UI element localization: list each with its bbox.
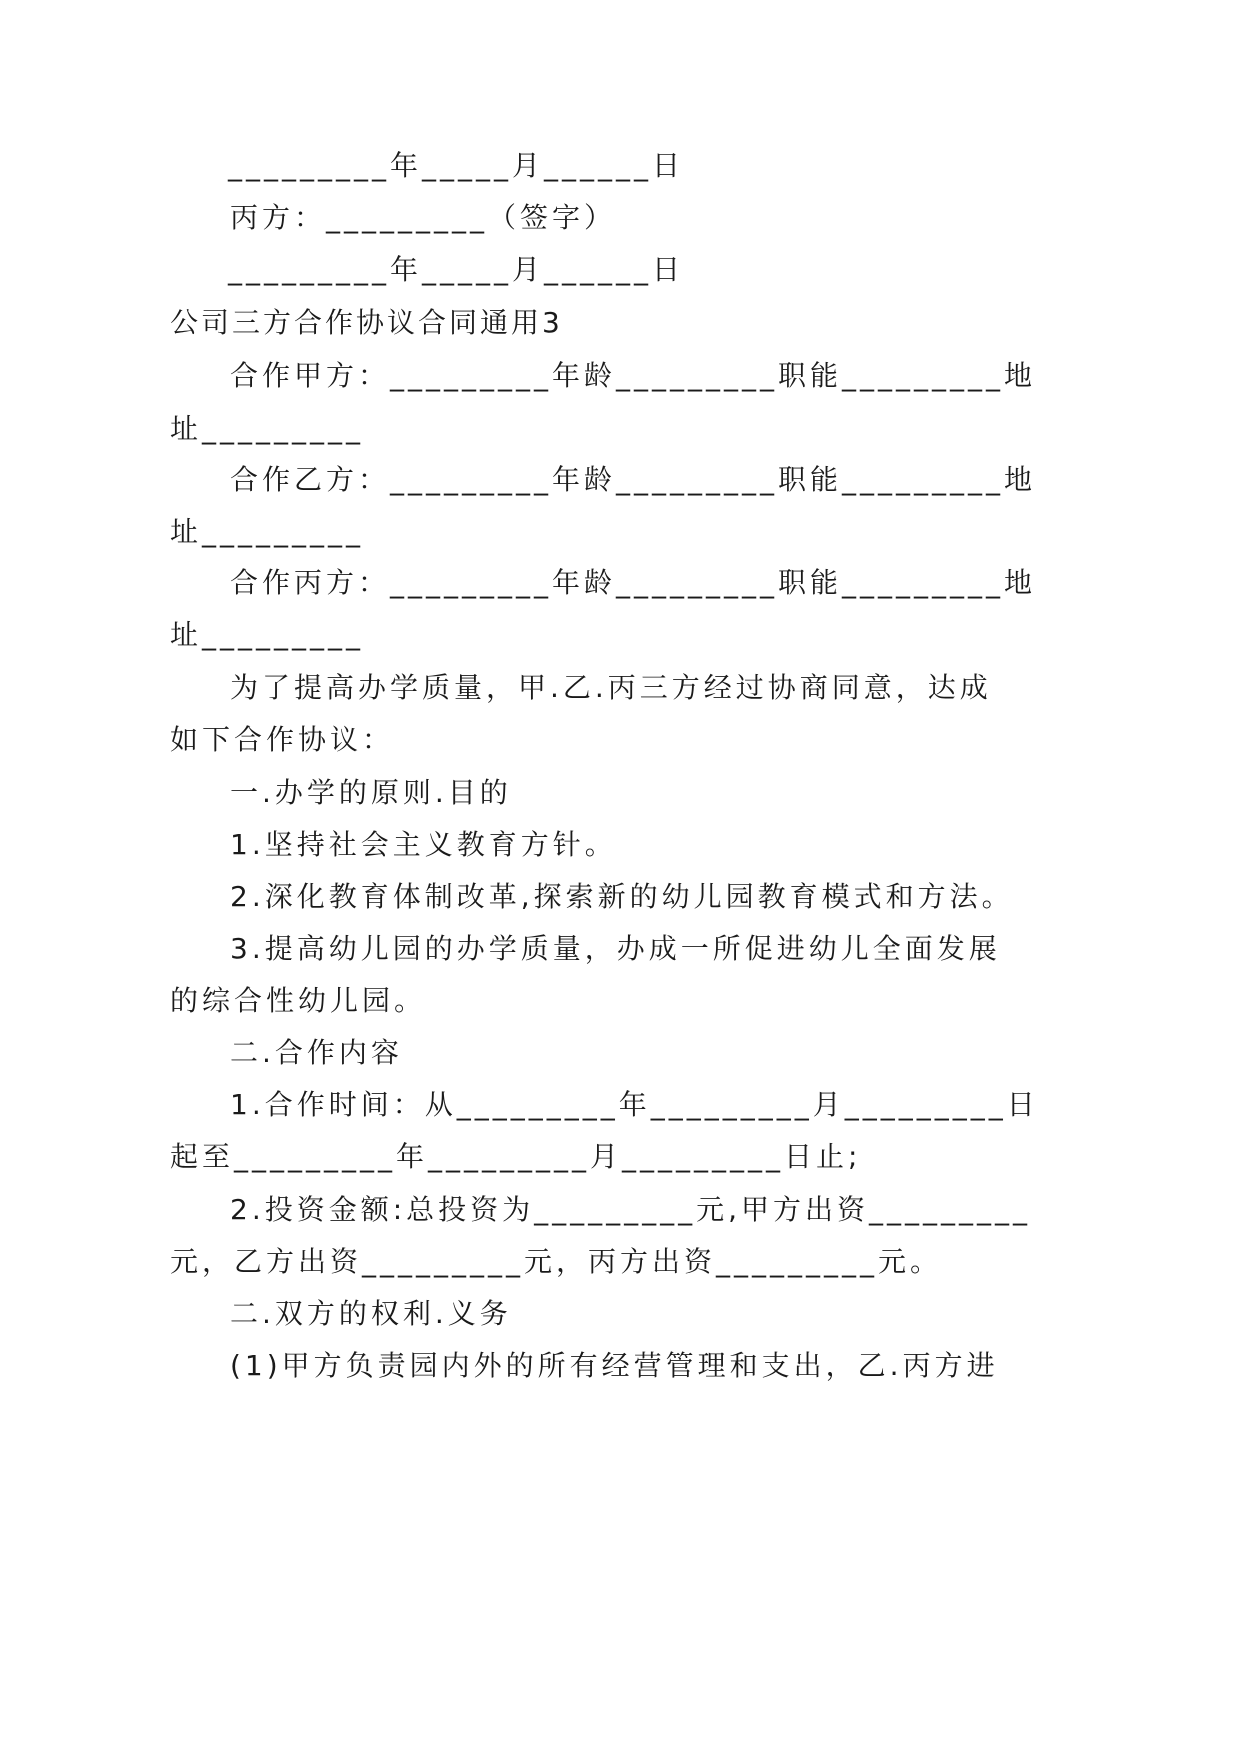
cooperation-time-line-2: 起至_________年_________月_________日止; [170, 1140, 862, 1173]
party-c-signature-line: 丙方：_________（签字） [230, 201, 617, 234]
party-c-address-line: 址_________ [170, 618, 365, 651]
principle-item-3-line-1: 3.提高幼儿园的办学质量，办成一所促进幼儿全面发展 [230, 932, 1001, 965]
investment-line-2: 元，乙方出资_________元，丙方出资_________元。 [170, 1245, 943, 1278]
intro-paragraph-line-2: 如下合作协议： [170, 723, 395, 756]
section-title: 公司三方合作协议合同通用3 [170, 306, 563, 339]
heading-rights-obligations: 二.双方的权利.义务 [230, 1297, 512, 1330]
intro-paragraph-line-1: 为了提高办学质量，甲.乙.丙三方经过协商同意，达成 [230, 671, 992, 704]
party-a-address-line: 址_________ [170, 412, 365, 445]
investment-line-1: 2.投资金额:总投资为_________元,甲方出资_________ [230, 1193, 1032, 1226]
principle-item-2: 2.深化教育体制改革,探索新的幼儿园教育模式和方法。 [230, 880, 1014, 913]
date-line-1: _________年_____月______日 [228, 149, 685, 182]
heading-cooperation-content: 二.合作内容 [230, 1036, 403, 1069]
cooperation-time-line-1: 1.合作时间：从_________年_________月_________日 [230, 1088, 1039, 1121]
party-b-address-line: 址_________ [170, 515, 365, 548]
date-line-2: _________年_____月______日 [228, 253, 685, 286]
party-c-line: 合作丙方：_________年龄_________职能_________地 [230, 566, 1037, 599]
party-b-line: 合作乙方：_________年龄_________职能_________地 [230, 463, 1037, 496]
principle-item-1: 1.坚持社会主义教育方针。 [230, 828, 617, 861]
party-a-line: 合作甲方：_________年龄_________职能_________地 [230, 359, 1037, 392]
obligation-item-1: (1)甲方负责园内外的所有经营管理和支出，乙.丙方进 [230, 1349, 999, 1382]
principle-item-3-line-2: 的综合性幼儿园。 [170, 984, 427, 1017]
heading-principles: 一.办学的原则.目的 [230, 776, 512, 809]
